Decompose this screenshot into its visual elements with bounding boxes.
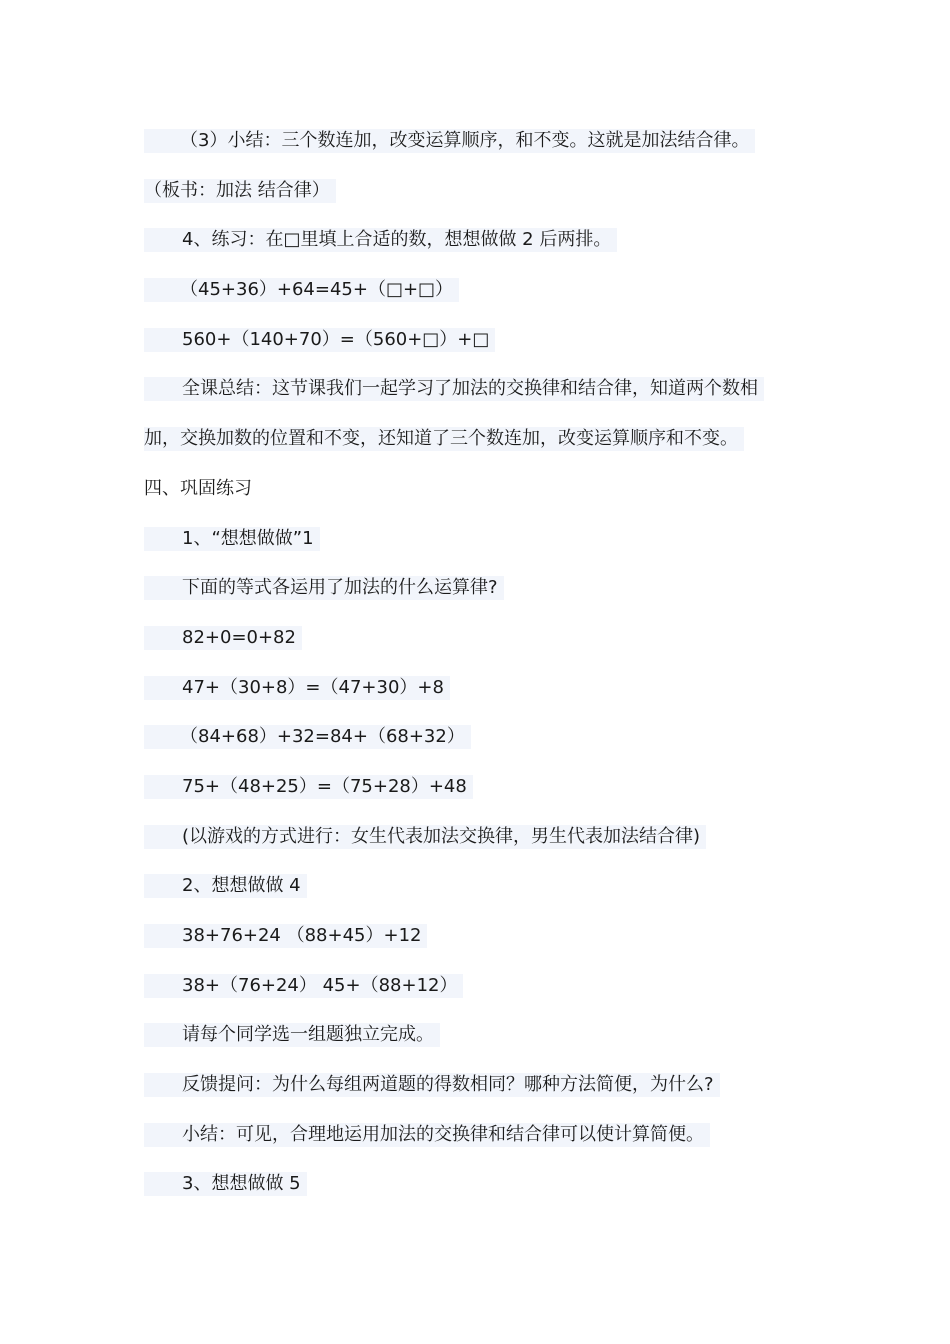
lesson-summary-continued: 加，交换加数的位置和不变，还知道了三个数连加，改变运算顺序和不变。 bbox=[144, 427, 744, 451]
exercise-heading: 4、练习：在□里填上合适的数，想想做做 2 后两排。 bbox=[144, 228, 617, 252]
equation: 75+（48+25）=（75+28）+48 bbox=[144, 775, 473, 799]
summary-line: 小结：可见，合理地运用加法的交换律和结合律可以使计算简便。 bbox=[144, 1123, 710, 1147]
exercise-heading: 1、“想想做做”1 bbox=[144, 527, 320, 551]
text-line bbox=[144, 576, 824, 600]
feedback-question: 反馈提问：为什么每组两道题的得数相同？哪种方法简便，为什么? bbox=[144, 1073, 720, 1097]
text-line bbox=[144, 228, 824, 252]
text-line bbox=[144, 477, 824, 501]
instruction: 请每个同学选一组题独立完成。 bbox=[144, 1023, 440, 1047]
text-line bbox=[144, 1073, 824, 1097]
text-line bbox=[144, 427, 824, 451]
equation: （84+68）+32=84+（68+32） bbox=[144, 725, 471, 749]
text-line bbox=[144, 924, 824, 948]
lesson-summary: 全课总结：这节课我们一起学习了加法的交换律和结合律，知道两个数相 bbox=[144, 377, 764, 401]
text-line bbox=[144, 278, 824, 302]
text-line bbox=[144, 775, 824, 799]
text-line bbox=[144, 626, 824, 650]
equation-pair: 38+（76+24） 45+（88+12） bbox=[144, 974, 463, 998]
section-heading: 四、巩固练习 bbox=[144, 477, 252, 499]
text-line bbox=[144, 825, 824, 849]
activity-note: (以游戏的方式进行：女生代表加法交换律，男生代表加法结合律) bbox=[144, 825, 706, 849]
board-note: （板书：加法 结合律） bbox=[144, 179, 336, 203]
equation-pair: 38+76+24 （88+45）+12 bbox=[144, 924, 427, 948]
text-line bbox=[144, 377, 824, 401]
text-line bbox=[144, 179, 824, 203]
text-line bbox=[144, 328, 824, 352]
equation: 47+（30+8）=（47+30）+8 bbox=[144, 676, 450, 700]
text-line bbox=[144, 1123, 824, 1147]
text-line bbox=[144, 974, 824, 998]
summary-line: （3）小结：三个数连加，改变运算顺序，和不变。这就是加法结合律。 bbox=[144, 129, 755, 153]
equation: 560+（140+70）=（560+□）+□ bbox=[144, 328, 495, 352]
text-line bbox=[144, 1172, 824, 1196]
text-line bbox=[144, 1023, 824, 1047]
exercise-heading: 2、想想做做 4 bbox=[144, 874, 307, 898]
text-line bbox=[144, 874, 824, 898]
equation: （45+36）+64=45+（□+□） bbox=[144, 278, 459, 302]
text-line bbox=[144, 725, 824, 749]
question: 下面的等式各运用了加法的什么运算律? bbox=[144, 576, 504, 600]
exercise-heading: 3、想想做做 5 bbox=[144, 1172, 307, 1196]
text-line bbox=[144, 129, 824, 153]
text-line bbox=[144, 527, 824, 551]
text-line bbox=[144, 676, 824, 700]
document-body bbox=[144, 129, 824, 1222]
equation: 82+0=0+82 bbox=[144, 626, 302, 650]
